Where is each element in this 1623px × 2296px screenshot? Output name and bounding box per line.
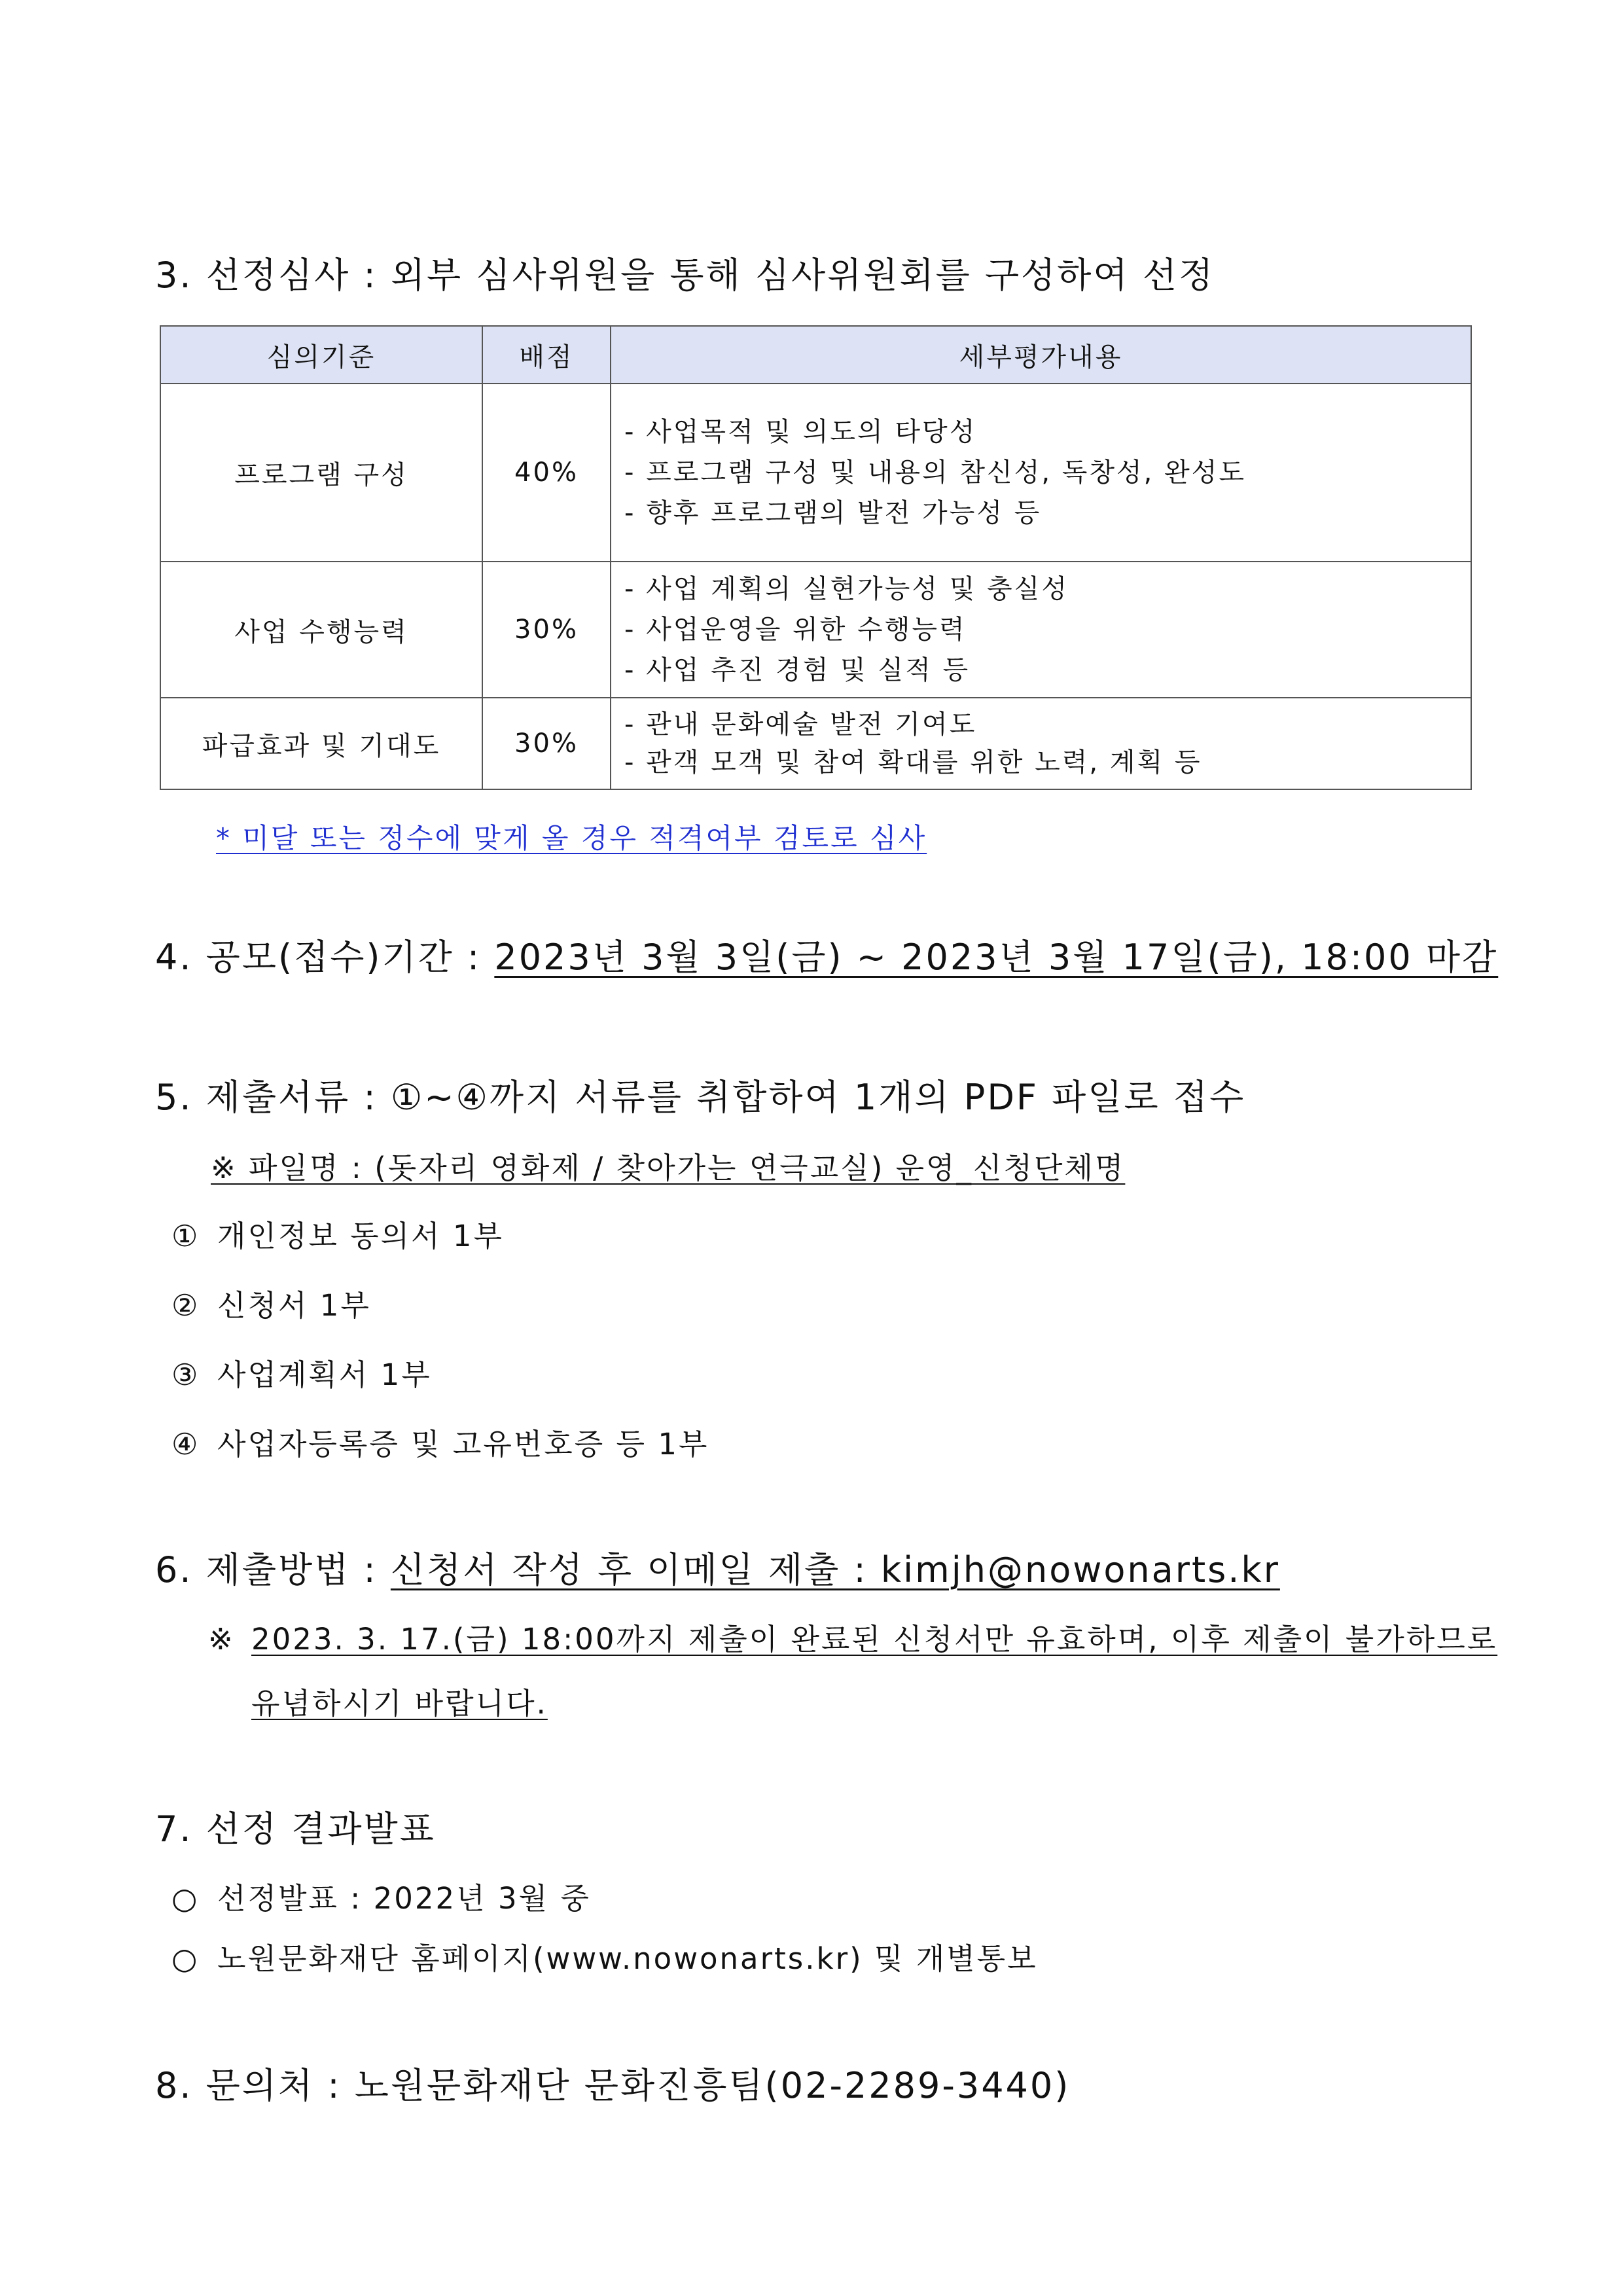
header-score: 배점 [482, 326, 611, 384]
circle-bullet-icon: ○ [171, 1941, 200, 1976]
table-row [160, 698, 1471, 789]
table-row [160, 384, 1471, 562]
evaluation-criteria-table [160, 325, 1472, 790]
list-item-text: 선정발표 : 2022년 3월 중 [217, 1881, 591, 1916]
section-4-label: 4. 공모(접수)기간 : [155, 937, 495, 978]
list-item [171, 1282, 371, 1324]
section-8-heading: 8. 문의처 : 노원문화재단 문화진흥팀(02-2289-3440) [155, 2065, 1071, 2106]
criterion-cell: 프로그램 구성 [160, 384, 482, 562]
circle-bullet-icon: ○ [171, 1881, 200, 1916]
circled-number: ③ [171, 1357, 200, 1392]
list-item [171, 1212, 504, 1255]
details-cell [611, 698, 1471, 789]
list-item [171, 1935, 1038, 1977]
filename-note: ※ 파일명 : (돗자리 영화제 / 찾아가는 연극교실) 운영_신청단체명 [211, 1151, 1126, 1185]
criterion-cell: 사업 수행능력 [160, 562, 482, 698]
list-item-text: 노원문화재단 홈페이지(www.nowonarts.kr) 및 개별통보 [217, 1941, 1038, 1976]
detail-line: - 향후 프로그램의 발전 가능성 등 [624, 498, 1042, 528]
criterion-cell: 파급효과 및 기대도 [160, 698, 482, 789]
list-item-text: 신청서 1부 [217, 1288, 371, 1323]
list-item-text: 사업계획서 1부 [217, 1357, 432, 1392]
list-item-text: 사업자등록증 및 고유번호증 등 1부 [217, 1427, 709, 1462]
circled-number: ④ [171, 1427, 200, 1462]
header-details: 세부평가내용 [611, 326, 1471, 384]
section-3-heading: 3. 선정심사 : 외부 심사위원을 통해 심사위원회를 구성하여 선정 [155, 255, 1215, 296]
reference-mark: ※ [208, 1622, 235, 1657]
table-header-row [160, 326, 1471, 384]
detail-line: - 관객 모객 및 참여 확대를 위한 노력, 계획 등 [624, 747, 1202, 778]
list-item [171, 1420, 709, 1463]
score-cell: 30% [482, 698, 611, 789]
circled-number: ① [171, 1219, 200, 1253]
section-4-heading [155, 929, 1498, 980]
section-7-heading: 7. 선정 결과발표 [155, 1808, 436, 1850]
details-cell [611, 562, 1471, 698]
detail-line: - 관내 문화예술 발전 기여도 [624, 709, 977, 740]
section-5-heading: 5. 제출서류 : ①~④까지 서류를 취합하여 1개의 PDF 파일로 접수 [155, 1077, 1246, 1118]
list-item [171, 1874, 591, 1917]
detail-line: - 사업목적 및 의도의 타당성 [624, 417, 977, 447]
header-criterion: 심의기준 [160, 326, 482, 384]
submission-note-line2: 유념하시기 바랍니다. [251, 1686, 548, 1721]
detail-line: - 사업운영을 위한 수행능력 [624, 615, 967, 645]
score-cell: 40% [482, 384, 611, 562]
submission-note-text: 2023. 3. 17.(금) 18:00까지 제출이 완료된 신청서만 유효하며, 이후 제출이 불가하므로 [251, 1622, 1498, 1657]
section-6-heading [155, 1542, 1280, 1592]
detail-line: - 사업 계획의 실현가능성 및 충실성 [624, 574, 1069, 604]
submission-note-line1 [208, 1615, 1497, 1658]
detail-line: - 프로그램 구성 및 내용의 참신성, 독창성, 완성도 [624, 457, 1247, 488]
application-period: 2023년 3월 3일(금) ~ 2023년 3월 17일(금), 18:00 마감 [494, 937, 1499, 978]
submission-method: 신청서 작성 후 이메일 제출 : kimjh@nowonarts.kr [390, 1549, 1280, 1590]
section-6-label: 6. 제출방법 : [155, 1549, 391, 1590]
list-item-text: 개인정보 동의서 1부 [217, 1219, 504, 1253]
detail-line: - 사업 추진 경험 및 실적 등 [624, 655, 971, 685]
list-item [171, 1351, 432, 1393]
score-cell: 30% [482, 562, 611, 698]
screening-note: * 미달 또는 정수에 맞게 올 경우 적격여부 검토로 심사 [216, 822, 927, 854]
details-cell [611, 384, 1471, 562]
table-row [160, 562, 1471, 698]
circled-number: ② [171, 1288, 200, 1323]
